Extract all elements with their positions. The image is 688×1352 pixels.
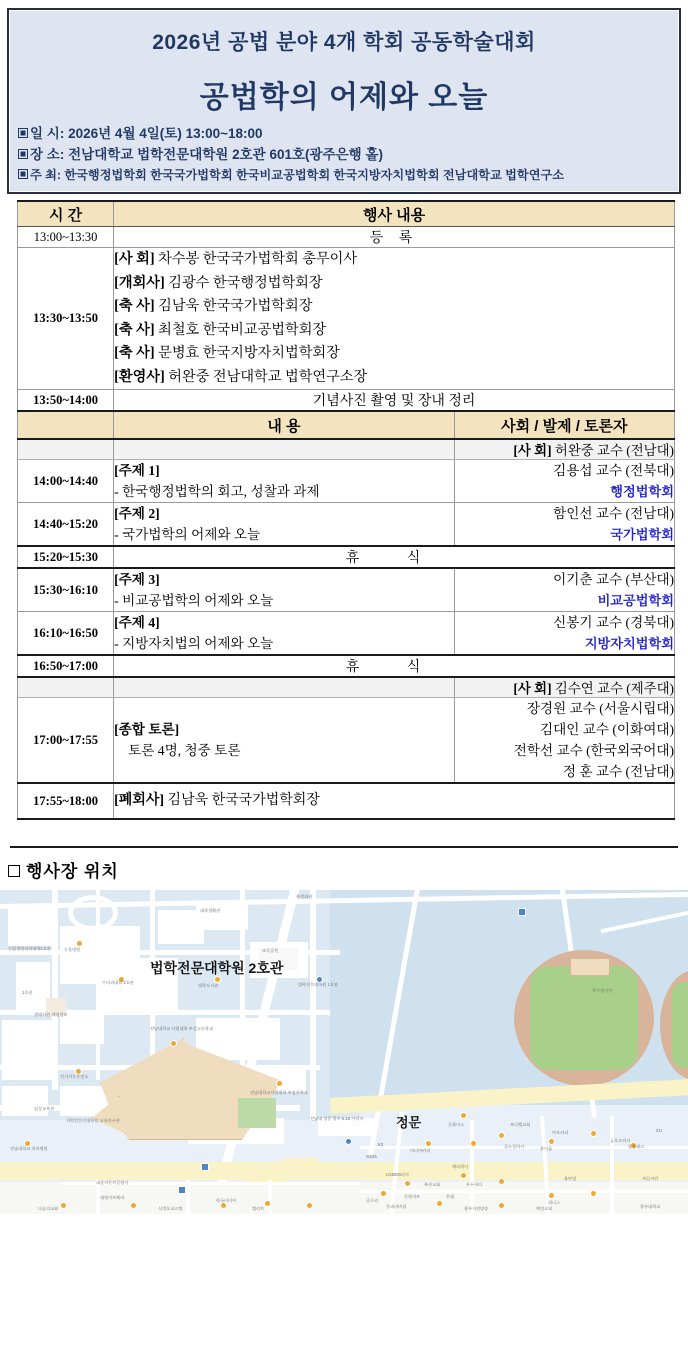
session3-topic bbox=[114, 568, 455, 612]
chair1-label: [사 회] bbox=[513, 443, 552, 458]
meta-value-hosts: 한국행정법학회 한국국가법학회 한국비교공법학회 한국지방자치법학회 전남대학교 법학연구소 bbox=[64, 168, 565, 182]
map-label: 대영카브레라 bbox=[100, 1195, 125, 1200]
table-row bbox=[18, 568, 675, 612]
ceremony-person: 차수봉 한국국가법학회 총무이사 bbox=[158, 251, 358, 267]
discussion-topic bbox=[114, 698, 455, 784]
map-label: 엘리트 bbox=[252, 1206, 265, 1211]
map-label: 금호프라자 bbox=[610, 1138, 631, 1143]
session1-society: 행정법학회 bbox=[610, 484, 674, 499]
meta-label-datetime: 일 시: bbox=[30, 126, 65, 141]
session1-people bbox=[454, 460, 674, 503]
ceremony-role: [개회사] bbox=[114, 274, 165, 291]
break1-time: 15:20~15:30 bbox=[18, 546, 114, 568]
map-label: 대숲자동차공업사 bbox=[96, 1180, 129, 1185]
table-header-row-1 bbox=[18, 201, 675, 227]
session1-time: 14:00~14:40 bbox=[18, 460, 114, 503]
discussant: 정 훈 교수 (전남대) bbox=[562, 764, 674, 779]
session1-topic-no: [주제 1] bbox=[114, 463, 160, 478]
closing-role: [폐회사] bbox=[114, 793, 165, 808]
map-label: CU bbox=[656, 1128, 663, 1133]
program-table bbox=[17, 200, 675, 820]
chair-row-2 bbox=[18, 677, 675, 698]
map-label: 동원마트 bbox=[404, 1194, 421, 1199]
chair2-blank bbox=[114, 677, 455, 698]
table-header-row-2 bbox=[18, 411, 675, 439]
meta-label-hosts: 주 최: bbox=[30, 168, 61, 182]
section-divider bbox=[10, 846, 678, 848]
map-label: 율만빌 bbox=[564, 1176, 577, 1181]
chair1-blank bbox=[114, 439, 455, 460]
meta-value-datetime: 2026년 4월 4일(토) 13:00~18:00 bbox=[68, 126, 263, 141]
map-label: GS25 bbox=[366, 1154, 377, 1159]
map-label: 1호관 bbox=[22, 990, 33, 995]
map-label: 한국타이어 bbox=[216, 1198, 237, 1203]
photo-time: 13:50~14:00 bbox=[18, 390, 114, 412]
session3-people bbox=[454, 568, 674, 612]
map-label: 동화이스 bbox=[448, 1122, 465, 1127]
opening-time: 13:30~13:50 bbox=[18, 248, 114, 390]
ceremony-line bbox=[114, 342, 674, 366]
venue-map[interactable] bbox=[0, 890, 688, 1214]
map-label: 예전교회 bbox=[536, 1206, 553, 1211]
map-label: LG5000피자 bbox=[386, 1172, 409, 1177]
table-row bbox=[18, 612, 675, 656]
map-label: 임상교육관 bbox=[34, 1106, 55, 1111]
map-label: 조각공원 bbox=[262, 948, 279, 953]
session2-topic-text: - 국가법학의 어제와 오늘 bbox=[114, 527, 261, 542]
map-label: 식객오피스텔 bbox=[158, 1206, 183, 1211]
chair2-label: [사 회] bbox=[513, 681, 552, 696]
ceremony-role: [환영사] bbox=[114, 368, 165, 385]
ceremony-line bbox=[114, 366, 674, 390]
session1-topic bbox=[114, 460, 455, 503]
map-venue-label: 법학전문대학원 2호관 bbox=[150, 960, 284, 976]
session1-presenter: 김용섭 교수 (전북대) bbox=[553, 463, 674, 478]
discussant: 김대인 교수 (이화여대) bbox=[539, 722, 674, 737]
session3-society: 비교공법학회 bbox=[597, 593, 674, 608]
discussant: 전학선 교수 (한국외국어대) bbox=[513, 743, 674, 758]
ceremony-role: [축 사] bbox=[114, 345, 155, 361]
ceremony-person: 최철호 한국비교공법학회장 bbox=[158, 321, 327, 338]
map-label: 자일지언 bbox=[642, 1176, 659, 1181]
map-label: K2 bbox=[378, 1142, 384, 1147]
session2-presenter: 함인선 교수 (전남대) bbox=[553, 506, 674, 521]
ceremony-person: 김남욱 한국국가법학회장 bbox=[158, 298, 313, 314]
chair1-person: 허완중 교수 (전남대) bbox=[554, 443, 674, 458]
table-row bbox=[18, 248, 675, 390]
meta-row-hosts bbox=[18, 165, 675, 186]
chair2-time-blank bbox=[18, 677, 114, 698]
location-section-title bbox=[8, 857, 688, 882]
closing-row bbox=[18, 783, 675, 819]
header-panel: 사회 / 발제 / 토론자 bbox=[454, 411, 674, 439]
map-label: 전남대학교 사범대학 부설고등학교 bbox=[150, 1026, 214, 1031]
map-label: 보나벨교회 bbox=[510, 1122, 531, 1127]
discussion-row bbox=[18, 698, 675, 784]
registration-label: 등 록 bbox=[114, 227, 675, 248]
map-label: 축구경기장 bbox=[592, 988, 613, 993]
map-label: 동물병원 bbox=[64, 947, 81, 952]
header-time-blank bbox=[18, 411, 114, 439]
map-label: 수의과대학 2호관 bbox=[102, 980, 134, 985]
program-table-wrapper bbox=[17, 200, 675, 820]
map-label: 대학생활관 bbox=[200, 908, 221, 913]
session3-time: 15:30~16:10 bbox=[18, 568, 114, 612]
session1-topic-text: - 한국행정법학의 회고, 성찰과 과제 bbox=[114, 484, 320, 499]
session2-time: 14:40~15:20 bbox=[18, 503, 114, 547]
ceremony-line bbox=[114, 319, 674, 343]
map-label: 법학전문대학원 1호관 bbox=[298, 982, 338, 987]
session2-people bbox=[454, 503, 674, 547]
banner-meta-list bbox=[18, 123, 675, 186]
session3-presenter: 이기춘 교수 (부산대) bbox=[553, 572, 674, 587]
ceremony-line bbox=[114, 295, 674, 319]
meta-value-venue: 전남대학교 법학전문대학원 2호관 601호(광주은행 홀) bbox=[68, 147, 383, 162]
session2-topic-no: [주제 2] bbox=[114, 506, 160, 521]
map-label: 전남대 정문 광주 5.18 사적지 bbox=[310, 1116, 364, 1121]
banner-title: 공법학의 어제와 오늘 bbox=[199, 81, 489, 114]
map-label: 법학도서관 bbox=[198, 983, 219, 988]
map-label: 농업생명과학대학1호관 bbox=[8, 946, 51, 951]
closing-time: 17:55~18:00 bbox=[18, 783, 114, 819]
map-label: 윤이룸 bbox=[540, 1146, 553, 1151]
map-label: 전남대학교사범대학 부설중학교 bbox=[250, 1090, 308, 1095]
chair2-person: 김수연 교수 (제주대) bbox=[554, 681, 674, 696]
map-label: 나눔의교회 bbox=[38, 1206, 59, 1211]
session4-time: 16:10~16:50 bbox=[18, 612, 114, 656]
discussion-topic-no: [종합 토론] bbox=[114, 722, 180, 737]
session4-presenter: 신봉기 교수 (경북대) bbox=[553, 615, 674, 630]
opening-content bbox=[114, 248, 675, 390]
table-row bbox=[18, 227, 675, 248]
ceremony-line bbox=[114, 248, 674, 272]
session4-people bbox=[454, 612, 674, 656]
map-label: 생명자원 개방센터 bbox=[34, 1012, 68, 1017]
header-content: 행사 내용 bbox=[114, 201, 675, 227]
meta-row-venue bbox=[18, 144, 675, 165]
closing-person: 김남욱 한국국가법학회장 bbox=[167, 793, 320, 808]
discussant: 장경원 교수 (서울시립대) bbox=[526, 701, 674, 716]
session2-society: 국가법학회 bbox=[610, 527, 674, 542]
ceremony-role: [사 회] bbox=[114, 251, 155, 267]
session4-topic-no: [주제 4] bbox=[114, 615, 160, 630]
ceremony-role: [축 사] bbox=[114, 321, 155, 338]
map-label: 전남대학교 치과병원 bbox=[10, 1146, 48, 1151]
chair1-cell bbox=[454, 439, 674, 460]
session4-society: 지방자치법학회 bbox=[584, 636, 674, 651]
session3-topic-text: - 비교공법학의 어제와 오늘 bbox=[114, 593, 274, 608]
session4-topic bbox=[114, 612, 455, 656]
table-row bbox=[18, 460, 675, 503]
map-label: 광주대학교 bbox=[640, 1204, 661, 1209]
discussion-people bbox=[454, 698, 674, 784]
table-row bbox=[18, 390, 675, 412]
break-row-2 bbox=[18, 655, 675, 677]
chair-row-1 bbox=[18, 439, 675, 460]
open-square-icon bbox=[8, 865, 20, 877]
discussion-time: 17:00~17:55 bbox=[18, 698, 114, 784]
square-bullet-icon bbox=[18, 128, 28, 138]
ceremony-person: 허완중 전남대학교 법학연구소장 bbox=[168, 368, 368, 385]
map-label: 우든바디 bbox=[466, 1182, 483, 1187]
map-label: 지역전문인대학원 교육연구관 bbox=[66, 1118, 120, 1123]
map-label: 해피데이 bbox=[452, 1164, 469, 1169]
session3-topic-no: [주제 3] bbox=[114, 572, 160, 587]
ceremony-person: 김광수 한국행정법학회장 bbox=[168, 274, 323, 291]
ceremony-role: [축 사] bbox=[114, 298, 155, 314]
map-label: 위니스 bbox=[548, 1200, 561, 1205]
break-row-1 bbox=[18, 546, 675, 568]
map-label: 동네바버샵 bbox=[386, 1204, 407, 1209]
chair2-cell bbox=[454, 677, 674, 698]
closing-content bbox=[114, 783, 675, 819]
ceremony-line bbox=[114, 272, 674, 296]
break1-label: 휴 식 bbox=[114, 546, 675, 568]
photo-label: 기념사진 촬영 및 장내 정리 bbox=[114, 390, 675, 412]
square-bullet-icon bbox=[18, 169, 28, 179]
break2-label: 휴 식 bbox=[114, 655, 675, 677]
ceremony-person: 문병효 한국지방자치법학회장 bbox=[158, 345, 340, 361]
break2-time: 16:50~17:00 bbox=[18, 655, 114, 677]
square-bullet-icon bbox=[18, 149, 28, 159]
meta-row-datetime bbox=[18, 123, 675, 144]
map-label: 합플래스 bbox=[628, 1144, 645, 1149]
location-title-text: 행사장 위치 bbox=[26, 862, 119, 881]
map-label: 골드플라자 bbox=[504, 1144, 525, 1149]
map-label: 한샘 bbox=[446, 1194, 455, 1199]
header-time: 시 간 bbox=[18, 201, 114, 227]
map-label: 학생회관 bbox=[296, 894, 313, 899]
banner-subtitle: 2026년 공법 분야 4개 학회 공동학술대회 bbox=[152, 31, 536, 54]
map-label: 아모커피 bbox=[552, 1130, 569, 1135]
map-label: 광주시민방송 bbox=[464, 1206, 489, 1211]
session4-topic-text: - 지방자치법의 어제와 오늘 bbox=[114, 636, 274, 651]
discussion-topic-text: 토론 4명, 청중 토론 bbox=[128, 743, 241, 758]
session2-topic bbox=[114, 503, 455, 547]
header-content-2: 내 용 bbox=[114, 411, 455, 439]
map-label: 전기자동충전소 bbox=[60, 1074, 89, 1079]
chair1-time-blank bbox=[18, 439, 114, 460]
meta-label-venue: 장 소: bbox=[30, 147, 65, 162]
table-row bbox=[18, 503, 675, 547]
conference-banner bbox=[7, 8, 681, 194]
map-label: 글로리 bbox=[366, 1198, 379, 1203]
map-label: 미디어커피 bbox=[410, 1148, 431, 1153]
map-gate-label: 정문 bbox=[396, 1115, 422, 1130]
registration-time: 13:00~13:30 bbox=[18, 227, 114, 248]
map-label: 복현교회 bbox=[424, 1182, 441, 1187]
